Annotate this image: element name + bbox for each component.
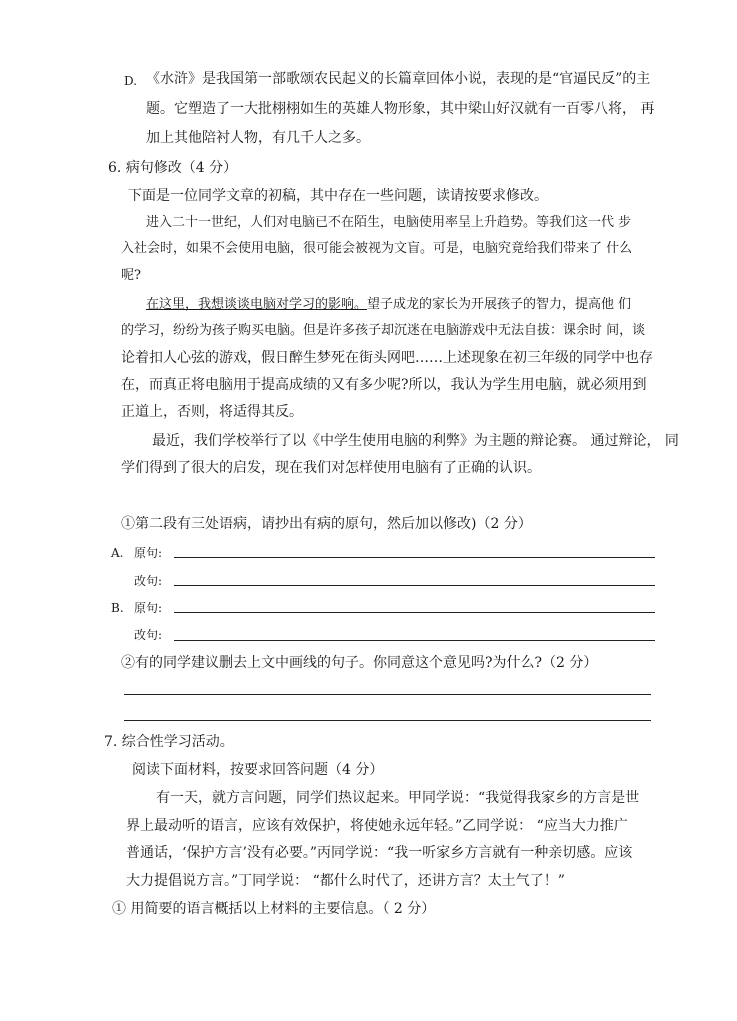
q7-sub1-prompt: ① 用简要的语言概括以上材料的主要信息。（ 2 分） xyxy=(112,901,436,917)
q6-para2-line-4: 在，而真正将电脑用于提高成绩的又有多少呢?所以，我认为学生用电脑，就必须用到 xyxy=(121,377,647,393)
q6-para2-line-1-rest: 望子成龙的家长为开展孩子的智力，提高他 们 xyxy=(367,297,632,312)
q7-para-line-3: 普通话，‘保护方言’没有必要。”丙同学说：“我一听家乡方言就有一种亲切感。应该 xyxy=(126,845,633,861)
q6-para3-line-1: 最近，我们学校举行了以《中学生使用电脑的利弊》为主题的辩论赛。 通过辩论， 同 xyxy=(152,433,679,449)
q6-sub2-prompt: ②有的同学建议删去上文中画线的句子。你同意这个意见吗?为什么?（2 分） xyxy=(121,655,598,671)
q7-para-line-4: 大力提倡说方言。”丁同学说： “都什么时代了，还讲方言？太土气了！” xyxy=(126,873,565,889)
q6-para1-line-1: 进入二十一世纪，人们对电脑已不在陌生，电脑使用率呈上升趋势。等我们这一代 步 xyxy=(146,215,632,230)
q6-sub2-answer-line-1[interactable] xyxy=(124,694,651,695)
q6-para2-line-3: 论着扣人心弦的游戏，假日醉生梦死在街头网吧……上述现象在初三年级的同学中也存 xyxy=(121,350,653,366)
q6-para2-line-5: 正道上，否则，将适得其反。 xyxy=(121,404,303,420)
q7-instruction: 阅读下面材料，按要求回答问题（4 分） xyxy=(132,762,384,778)
option-a-original-label: 原句: xyxy=(134,546,163,560)
q6-para1-line-3: 呢? xyxy=(121,268,141,283)
option-a-revised-label: 改句: xyxy=(134,574,163,588)
q6-instruction: 下面是一位同学文章的初稿，其中存在一些问题，读请按要求修改。 xyxy=(128,188,548,204)
q6-sub2-answer-line-2[interactable] xyxy=(124,720,651,721)
q6-sub1-prompt: ①第二段有三处语病，请抄出有病的原句，然后加以修改)（2 分） xyxy=(121,516,532,532)
option-b-revised-label: 改句: xyxy=(134,628,163,642)
q7-heading: 7. 综合性学习活动。 xyxy=(104,734,234,750)
q7-para-line-1: 有一天，就方言问题，同学们热议起来。甲同学说：“我觉得我家乡的方言是世 xyxy=(156,790,640,806)
q7-para-line-2: 界上最动听的语言，应该有效保护，将使她永远年轻。”乙同学说： “应当大力推广 xyxy=(126,818,628,834)
option-b-revised-answer-line[interactable] xyxy=(174,640,655,641)
q6-para3-line-2: 学们得到了很大的启发，现在我们对怎样使用电脑有了正确的认识。 xyxy=(121,460,541,476)
option-b-marker: B. xyxy=(111,601,124,615)
option-d-line-3: 加上其他陪衬人物，有几千人之多。 xyxy=(146,130,370,146)
option-d-marker: D. xyxy=(124,74,138,88)
option-a-revised-answer-line[interactable] xyxy=(174,585,655,586)
q6-heading: 6. 病句修改（4 分） xyxy=(108,160,238,176)
q6-para2-line-1 xyxy=(146,295,631,315)
option-d-line-2: 题。它塑造了一大批栩栩如生的英雄人物形象，其中梁山好汉就有一百零八将， 再 xyxy=(146,101,655,117)
q6-para1-line-2: 入社会时，如果不会使用电脑，很可能会被视为文盲。可是，电脑究竟给我们带来了 什么 xyxy=(121,241,633,256)
option-b-original-label: 原句: xyxy=(134,601,163,615)
option-d-line-1: 《水浒》是我国第一部歌颂农民起义的长篇章回体小说，表现的是“官逼民反”的主 xyxy=(146,71,651,87)
underlined-sentence: 在这里，我想谈谈电脑对学习的影响。 xyxy=(146,297,368,312)
option-a-original-answer-line[interactable] xyxy=(174,557,655,558)
option-a-marker: A. xyxy=(111,546,124,560)
option-b-original-answer-line[interactable] xyxy=(174,612,655,613)
q6-para2-line-2: 的学习，纷纷为孩子购买电脑。但是许多孩子却沉迷在电脑游戏中无法自拔：课余时 间，谈 xyxy=(121,323,646,338)
